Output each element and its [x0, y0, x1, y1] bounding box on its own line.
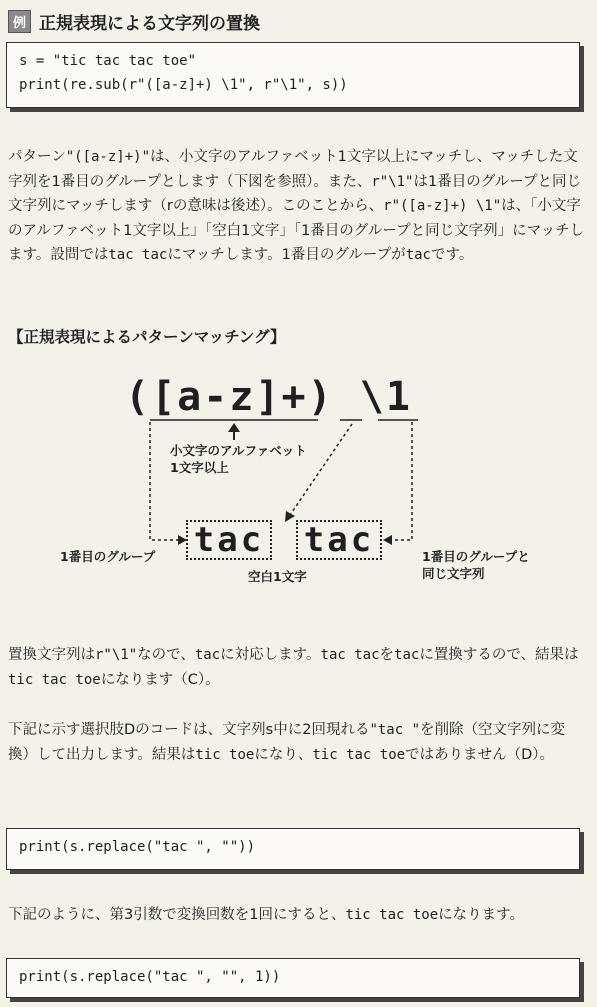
regex-pattern: ([a-z]+) \1: [125, 374, 412, 420]
label-alphabet: 小文字のアルファベット 1文字以上: [170, 443, 307, 475]
paragraph-4: 下記のように、第3引数で変換回数を1回にすると、tic tac toeになります。: [8, 907, 525, 923]
code-block-2: [6, 828, 580, 870]
code-line: print(s.replace("tac ", "", 1)): [19, 969, 281, 985]
example-badge: 例: [8, 10, 31, 33]
label-space: 空白1文字: [248, 569, 307, 584]
paragraph-3: 下記に示す選択肢Dのコードは、文字列s中に2回現れる"tac "を削除（空文字列に変換）して出力します。結果はtic toeになり、tic tac toeではありません（D）。: [8, 722, 566, 763]
section-heading: 【正規表現によるパターンマッチング】: [8, 328, 286, 346]
label-same-string: 1番目のグループと 同じ文字列: [422, 549, 530, 581]
paragraph-1: パターン"([a-z]+)"は、小文字のアルファベット1文字以上にマッチし、マッチした文字列を1番目のグループとします（下図を参照）。また、r"\1"は1番目のグループと同じ文字列にマッチします（rの意味は後述）。このことから、r"([a-z]+) \1"は、「小文字のアルファベット1文字以上」「空白1文字」「1番目のグループと同じ文字列」にマッチします。設問ではtac tacにマッチします。1番目のグループがtacです。: [8, 149, 585, 263]
paragraph-2: 置換文字列はr"\1"なので、tacに対応します。tac tacをtacに置換するので、結果はtic tac toeになります（C）。: [8, 647, 579, 688]
tac-left: tac: [186, 520, 272, 560]
code-line: s = "tic tac tac toe": [19, 53, 197, 69]
code-line: print(s.replace("tac ", "")): [19, 839, 256, 855]
example-title: 正規表現による文字列の置換: [39, 13, 261, 34]
code-block-3: [6, 958, 580, 998]
regex-diagram: [0, 360, 597, 600]
label-group1: 1番目のグループ: [60, 549, 156, 564]
tac-right: tac: [296, 520, 382, 560]
code-block-1: [6, 42, 580, 108]
code-line: print(re.sub(r"([a-z]+) \1", r"\1", s)): [19, 77, 348, 93]
example-header: [8, 8, 260, 34]
